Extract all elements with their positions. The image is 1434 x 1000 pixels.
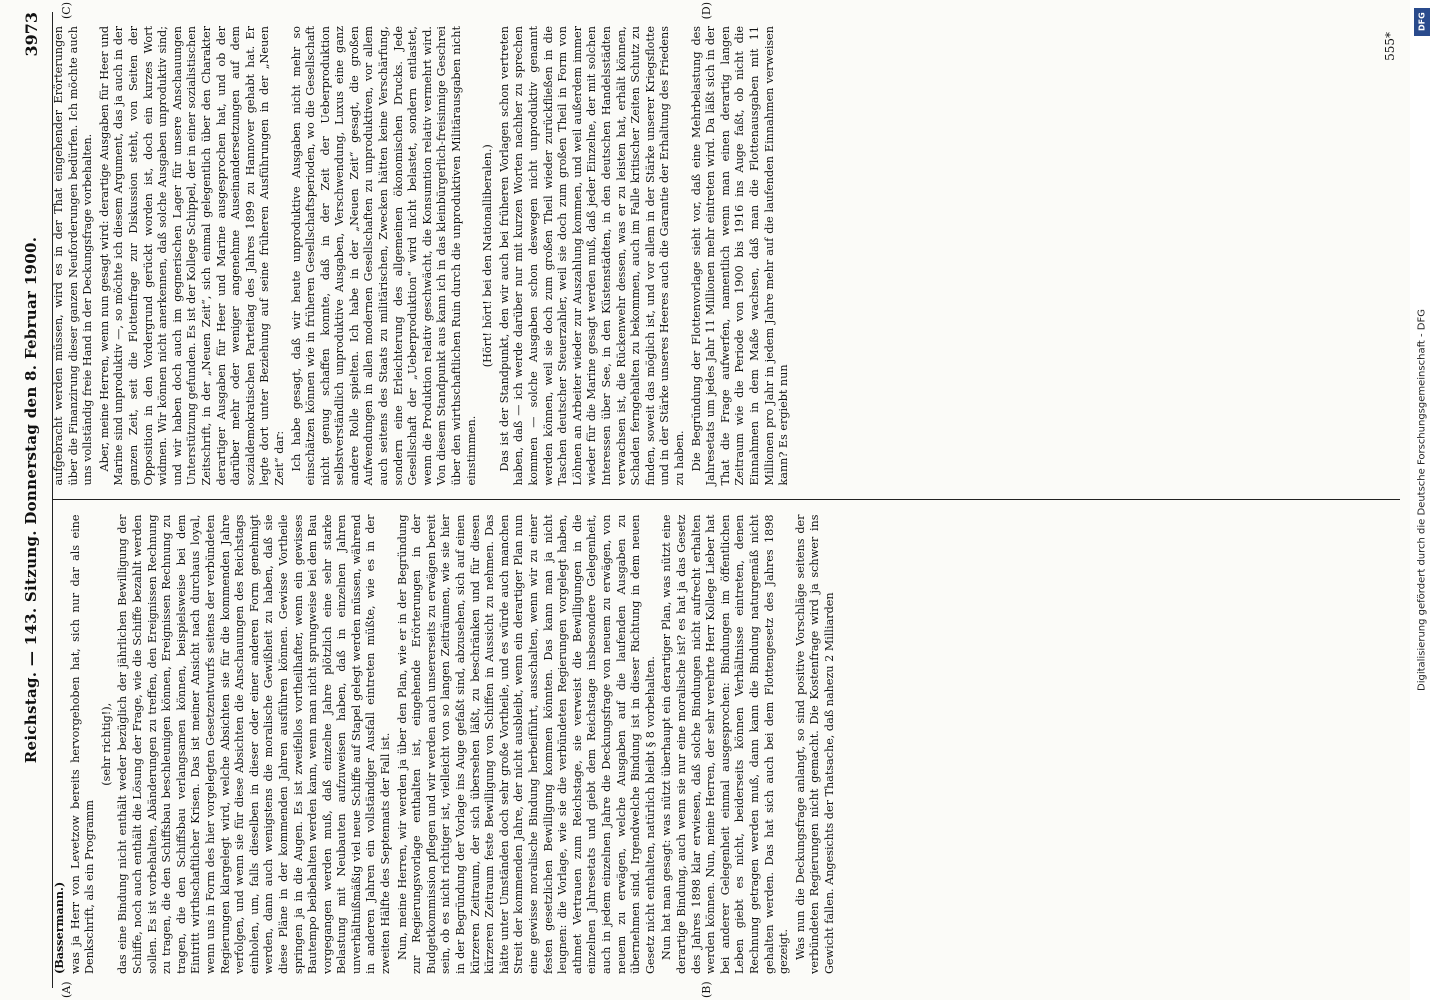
- right-column: [52, 12, 1400, 500]
- page-header: [10, 12, 53, 988]
- interjection: (Hört! hört! bei den Nationalliberalen.): [481, 144, 495, 368]
- paragraph: Das ist der Standpunkt, den wir auch bei früheren Vorlagen schon vertreten haben, daß — ich werde darüber nur mit kurzen Worten nachher zu sprechen kommen — solche Ausgaben schon deswegen nicht unproduktiv genannt werden können, weil sie doch zum großen Theil wieder zurückfließen in die Taschen deutscher Steuerzahler, weil sie doch zum großen Theil in Form von Löhnen an Arbeiter wieder zur Auszahlung kommen, und weil außerdem immer wieder für die Marine gesagt werden muß, daß jeder Einzelne, der mit solchen Interessen über See, in den Küstenstädten, in den deutschen Handelsstädten verwachsen ist, die Rückenwehr dessen, was er zu leisten hat, erhält können, Schaden ferngehalten zu bekommen, auch im Falle kritischer Zeiten Schutz zu finden, soweit das möglich ist, und vor allem in der Stärke unserer Kriegsflotte und in der Stärke unseres Heeres auch die Garantie der Erhaltung des Friedens zu haben.: [497, 26, 686, 486]
- digitization-watermark: [1410, 0, 1434, 1000]
- paragraph: Die Begründung der Flottenvorlage sieht vor, daß eine Mehrbelastung des Jahresetats um jedes Jahr 11 Millionen mehr eintreten wird. Da läßt sich in der That die Frage aufwerfen, namentlich wenn man einen derartig langen Zeitraum wie die Periode von 1900 bis 1916 ins Auge faßt, ob nicht die Einnahmen in dem Maße wachsen, daß man die Flottenausgaben mit 11 Millionen pro Jahr in jedem Jahre mehr auf die laufenden Einnahmen verweisen kann? Es ergiebt nun: [689, 26, 791, 486]
- paragraph: Nun, meine Herren, wir werden ja über den Plan, wie er in der Begründung zur Regierungsvorlage enthalten ist, eingehende Erörterungen in der Budgetkommission pflegen und wir werden auch unsererseits zu erwägen bereit sein, ob es nicht richtiger ist, vielleicht von so langen Zeiträumen, wie sie hier in der Begründung der Vorlage ins Auge gefaßt sind, abzusehen, sich auf einen kürzeren Zeitraum, der sich übersehen läßt, zu beschränken und für diesen kürzeren Zeitraum feste Bewilligung von Schiffen in Aussicht zu nehmen. Das hätte unter Umständen doch sehr große Vortheile, und es würde auch manchen Streit der kommenden Jahre, der nicht ausbleibt, wenn ein derartiger Plan nun eine gewisse moralische Bindung herbeiführt, ausschalten, wenn wir zu einer festen gesetzlichen Bewilligung kommen könnten. Das kann man ja nicht leugnen: die Vorlage, wie sie die verbündeten Regierungen vorgelegt haben, athmet Vertrauen zum Reichstage, sie verweist die Bewilligungen in die einzelnen Jahresetats und giebt dem Reichstage insbesondere Gelegenheit, auch in jedem einzelnen Jahre die Deckungsfrage von neuem zu erwägen, von neuem zu erwägen, welche Ausgaben auf die laufenden Ausgaben zu übernehmen sind. Irgendwelche Bindung ist in dieser Richtung in dem neuen Gesetz nicht enthalten, natürlich bleibt § 8 vorbehalten.: [395, 514, 657, 974]
- margin-marker-b: (B): [700, 981, 713, 998]
- text-columns: [52, 12, 1400, 988]
- margin-marker-a: (A): [60, 981, 73, 998]
- quotation: Ich habe gesagt, daß wir heute unproduktive Ausgaben nicht mehr so einschätzen können wie in früheren Gesellschaftsperioden, wo die Gesellschaft nicht genug schaffen konnte, daß in der Zeit der Ueberproduktion selbstverständlich unproduktive Ausgaben, Verschwendung, Luxus eine ganz andere Rolle spielten. Ich habe in der „Neuen Zeit“ gesagt, die großen Aufwendungen in allen modernen Gesellschaften zu unproduktiven, vor allem auch seitens des Staats zu militärischen, Zwecken hätten keine Verschärfung, sondern eine Erleichterung des allgemeinen ökonomischen Drucks. Jede Gesellschaft der „Ueberproduktion“ wird nicht belastet, sondern entlastet, wenn die Produktion relativ geschwächt, die Konsumtion relativ vermehrt wird. Von diesem Standpunkt aus kann ich in das kleinbürgerlich-freisinnige Geschrei über den wirthschaftlichen Ruin durch die unproduktiven Militärausgaben nicht einstimmen.: [289, 26, 478, 486]
- paragraph: Was nun die Deckungsfrage anlangt, so sind positive Vorschläge seitens der verbündeten Regierungen nicht gemacht. Die Kostenfrage wird ja schwer ins Gewicht fallen. Angesichts der Thatsache, daß nahezu 2 Milliarden: [793, 514, 836, 974]
- watermark-text: Digitalisierung gefördert durch die Deutsche Forschungsgemeinschaft - DFG: [1416, 308, 1428, 692]
- margin-marker-d: (D): [700, 2, 713, 20]
- page-title: Reichstag. — 143. Sitzung. Donnerstag den 8. Februar 1900.: [22, 236, 40, 764]
- margin-marker-c: (C): [60, 2, 73, 19]
- paragraph: Nun hat man gesagt: was nützt überhaupt ein derartiger Plan, was nützt eine derartige Bindung, auch wenn sie nur eine moralische ist? es hat ja das Gesetz des Jahres 1898 klar erwiesen, daß solche Bindungen nicht aufrecht erhalten werden können. Nun, meine Herren, der sehr verehrte Herr Kollege Lieber hat bei anderer Gelegenheit einmal ausgesprochen: Bindungen im öffentlichen Leben giebt es nicht, beiderseits können Verhältnisse eintreten, denen Rechnung getragen werden muß, dann kann die Bindung naturgemäß nicht gehalten werden. Das hat sich auch bei dem Flottengesetz des Jahres 1898 gezeigt.: [660, 514, 791, 974]
- paragraph: aufgebracht werden müssen, wird es in der That eingehender Erörterungen über die Finanzirung dieser ganzen Neuforderungen bedürfen. Ich möchte auch uns vollständig freie Hand in der Deckungsfrage vorbehalten.: [52, 26, 95, 486]
- page-number: 3973: [22, 12, 41, 57]
- sheet-number: 555*: [1383, 32, 1398, 61]
- speaker-name: (Bassermann.): [52, 881, 66, 974]
- paragraph: was ja Herr von Levetzow bereits hervorgehoben hat, sich nur dar als eine Denkschrift, als ein Programm: [68, 514, 97, 974]
- interjection: (sehr richtig!),: [99, 702, 113, 786]
- paragraph: das eine Bindung nicht enthält weder bezüglich der jährlichen Bewilligung der Schiffe, noch auch enthält die Lösung der Frage, wie die Schiffe bezahlt werden sollen. Es ist vorbehalten, Abänderungen zu treffen, den Ereignissen Rechnung zu tragen, die den Schiffsbau beschleunigen können, Ereignissen Rechnung zu tragen, die den Schiffsbau verlangsamen können, beispielsweise bei dem Eintritt wirthschaftlicher Krisen. Das ist meiner Ansicht nach durchaus loyal, wenn uns in Form des hier vorgelegten Gesetzentwurfs seitens der verbündeten Regierungen klargelegt wird, welche Absichten sie für die kommenden Jahre verfolgen, und wenn sie für diese Absichten die Anschauungen des Reichstags einholen, um, falls dieselben in dieser oder einer anderen Form genehmigt werden, dann auch wenigstens die moralische Gewißheit zu haben, daß sie diese Pläne in der kommenden Jahren ausführen können. Gewisse Vortheile springen ja in die Augen. Es ist zweifellos vortheilhafter, wenn ein gewisses Bautempo beibehalten werden kann, wenn man nicht sprungweise bei dem Bau vorgegangen werden muß, daß einzelne Jahre plötzlich eine sehr starke Belastung mit Neubauten aufzuweisen haben, daß in einzelnen Jahren unverhältnißmäßig viel neue Schiffe auf Stapel gelegt werden müssen, während in anderen Jahren ein vollständiger Ausfall eintreten müßte, wie es in der zweiten Hälfte des Septennats der Fall ist.: [116, 514, 393, 974]
- left-column: [52, 500, 1400, 989]
- paragraph: Aber, meine Herren, wenn nun gesagt wird: derartige Ausgaben für Heer und Marine sind unproduktiv —, so möchte ich diesem Argument, das ja auch in der ganzen Zeit, seit die Flottenfrage zur Diskussion steht, von Seiten der Opposition in den Vordergrund gerückt worden ist, doch ein kurzes Wort widmen. Wir können nicht anerkennen, daß solche Ausgaben unproduktiv sind; und wir haben doch auch im gegnerischen Lager für unsere Anschauungen Unterstützung gefunden. Es ist der Kollege Schippel, der in einer sozialistischen Zeitschrift, in der „Neuen Zeit“, sich einmal gelegentlich über den Charakter derartiger Ausgaben für Heer und Marine ausgesprochen hat, und ob der darüber mehr oder weniger angenehme Auseinandersetzungen auf dem sozialdemokratischen Parteitag des Jahres 1899 zu Hannover gehabt hat. Er legte dort unter Beziehung auf seine früheren Ausführungen in der „Neuen Zeit“ dar:: [97, 26, 286, 486]
- dfg-logo-icon: DFG: [1414, 8, 1430, 36]
